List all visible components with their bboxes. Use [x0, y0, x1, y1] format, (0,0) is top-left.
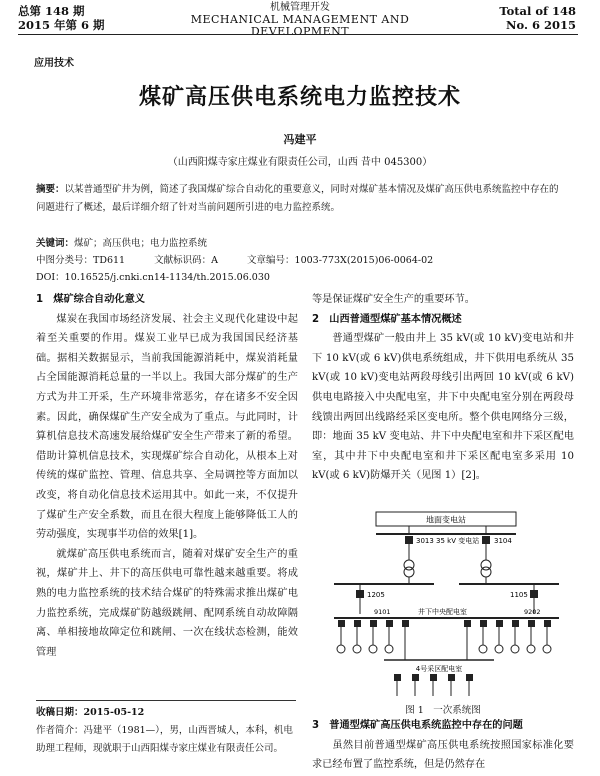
- breaker-c6: [464, 620, 471, 627]
- classification-meta: [36, 252, 576, 266]
- document-code: 文献标识码：A: [154, 255, 218, 266]
- section-2-paragraph-1: 普通型煤矿一般由井上 35 kV(或 10 kV)变电站和井下 10 kV(或 6 kV)供电系统组成，井下供用电系统从 35 kV(或 10 kV)变电站两段母线引出两回 10 kV(或 6 kV)供电电路接入中央配电室，井下中央配电室分别在两段母线馈出两回出线路经采区变电所。整个供电网络分三级，即：地面 35 kV 变电站、井下中央配电室和井下采区配电室，其中井下中央配电室和井下采区配电室多采用 10 kV(或 6 kV)防爆开关（见图 1）[2]。: [312, 333, 574, 482]
- district-breakers: [394, 674, 473, 681]
- author: 冯建平: [283, 133, 317, 146]
- right-column: [312, 290, 574, 486]
- label-3013: 3013 35 kV 变电站: [416, 537, 480, 545]
- section-1-paragraph-2: 就煤矿高压供电系统而言，随着对煤矿安全生产的重视，煤矿井上、井下的高压供电可靠性越来越重要。将成熟的电力监控系统的技术结合煤矿的特殊需求推出煤矿电力监控系统，完成煤矿防越级跳闸、配网系统自动故障隔离、单相接地故障定位和跳闸、一次在线状态检测，能效管理: [36, 548, 298, 658]
- transformer-right-b: [481, 567, 491, 577]
- single-line-diagram: [314, 510, 576, 700]
- breaker-c8: [496, 620, 503, 627]
- transformer-left-b: [404, 567, 414, 577]
- breaker-d1: [394, 674, 401, 681]
- section-3-heading: 3 普通型煤矿高压供电系统监控中存在的问题: [312, 720, 523, 731]
- author-bio: 作者简介：冯建平（1981—），男，山西晋城人，本科，机电助理工程师，现就职于山西阳煤寺家庄煤业有限责任公司。: [36, 725, 293, 754]
- journal-name: [150, 2, 450, 38]
- breaker-c4: [386, 620, 393, 627]
- header-rule: [18, 34, 578, 35]
- affiliation: （山西阳煤寺家庄煤业有限责任公司，山西 昔中 045300）: [167, 157, 433, 168]
- load-7: [479, 645, 487, 653]
- article-number: 文章编号：1003-773X(2015)06-0064-02: [247, 255, 434, 266]
- breaker-c7: [480, 620, 487, 627]
- section-3-paragraph-1: 虽然目前普通型煤矿高压供电系统按照国家标准化要求已经布置了监控系统，但是仍然存在: [312, 739, 574, 771]
- keywords-text: 煤矿；高压供电；电力监控系统: [74, 238, 208, 249]
- breaker-c5: [402, 620, 409, 627]
- section-1-paragraph-1: 煤炭在我国市场经济发展、社会主义现代化建设中起着至关重要的作用。煤炭工业早已成为我国国民经济基础。据相关数据显示，当前我国能源消耗中，煤炭消耗量占全国能源消耗总量的一半以上。我国大部分煤矿的生产方式为井工开采，生产环境非常恶劣，存在诸多不安全因素。因此，确保煤矿生产安全成为了重点。与此同时，计算机信息技术高速发展给煤矿安全生产带来了新的希望。借助计算机信息技术，实现煤矿综合自动化，从根本上对传统的煤矿监控、管理、信息共享、全局调控等方面加以改变，将自动化信息技术运用其中。如此一来，不仅提升了煤矿生产安全系数，而且在很大程度上能够降低工人的劳动强度，实现事半功倍的效果[1]。: [36, 313, 298, 541]
- footnote: [36, 704, 298, 758]
- section-1-paragraph-3: 等是保证煤矿安全生产的重要环节。: [312, 294, 475, 305]
- central-room-breakers: [338, 620, 551, 627]
- breaker-c11: [544, 620, 551, 627]
- breaker-c9: [512, 620, 519, 627]
- section-tag: 应用技术: [34, 58, 74, 69]
- breaker-d4: [448, 674, 455, 681]
- keywords-label: 关键词：: [36, 238, 75, 249]
- journal-name-cn: 机械管理开发: [270, 2, 330, 13]
- label-1105: 1105: [510, 591, 528, 599]
- section-1-heading: 1 煤矿综合自动化意义: [36, 294, 145, 305]
- load-11: [543, 645, 551, 653]
- breaker-d5: [466, 674, 473, 681]
- outgoing-lines: [341, 627, 547, 660]
- issue-total-en: Total of 148: [499, 4, 576, 18]
- load-10: [527, 645, 535, 653]
- load-2: [353, 645, 361, 653]
- breaker-c10: [528, 620, 535, 627]
- breaker-d3: [430, 674, 437, 681]
- abstract-text: 以某普通型矿井为例，简述了我国煤矿综合自动化的重要意义，同时对煤矿基本情况及煤矿高压供电系统监控中存在的问题进行了概述，最后详细介绍了针对当前问题所引进的电力监控系统。: [36, 184, 559, 213]
- label-1205: 1205: [367, 591, 385, 599]
- right-column-bottom: [312, 716, 574, 775]
- district-lines: [397, 681, 469, 696]
- load-3: [369, 645, 377, 653]
- load-4: [385, 645, 393, 653]
- issue-number-en: No. 6 2015: [506, 18, 576, 32]
- breaker-1105: [530, 590, 538, 598]
- label-9202: 9202: [524, 608, 541, 616]
- received-date: 收稿日期：2015-05-12: [36, 707, 145, 718]
- central-room-label: 井下中央配电室: [418, 608, 467, 616]
- journal-name-en: MECHANICAL MANAGEMENT AND DEVELOPMENT: [190, 13, 410, 38]
- load-symbols: [337, 645, 551, 653]
- journal-issue-left: [18, 4, 105, 32]
- section-2-heading: 2 山西普通型煤矿基本情况概述: [312, 313, 462, 325]
- load-9: [511, 645, 519, 653]
- substation-label: 地面变电站: [426, 515, 466, 525]
- figure-caption: 图 1 一次系统图: [405, 705, 481, 716]
- label-9101: 9101: [374, 608, 391, 616]
- load-8: [495, 645, 503, 653]
- breaker-d2: [412, 674, 419, 681]
- breaker-c3: [370, 620, 377, 627]
- keywords: [36, 235, 566, 249]
- issue-total-cn: 总第 148 期: [18, 4, 85, 18]
- district-room-label: 4号采区配电室: [415, 665, 463, 673]
- footnote-rule: [36, 700, 296, 701]
- abstract: [36, 181, 566, 217]
- paper-title: 煤矿高压供电系统电力监控技术: [138, 85, 461, 110]
- journal-issue-right: [499, 4, 576, 32]
- doi: DOI：10.16525/j.cnki.cn14-1134/th.2015.06.030: [36, 272, 270, 283]
- breaker-c1: [338, 620, 345, 627]
- breaker-3104: [482, 536, 490, 544]
- label-3104: 3104: [494, 537, 512, 545]
- breaker-1205: [356, 590, 364, 598]
- breaker-3013: [405, 536, 413, 544]
- issue-number-cn: 2015 年第 6 期: [18, 18, 105, 32]
- load-1: [337, 645, 345, 653]
- left-column: [36, 290, 298, 662]
- clc-number: 中图分类号：TD611: [36, 255, 126, 266]
- abstract-label: 摘要：: [36, 184, 65, 195]
- breaker-c2: [354, 620, 361, 627]
